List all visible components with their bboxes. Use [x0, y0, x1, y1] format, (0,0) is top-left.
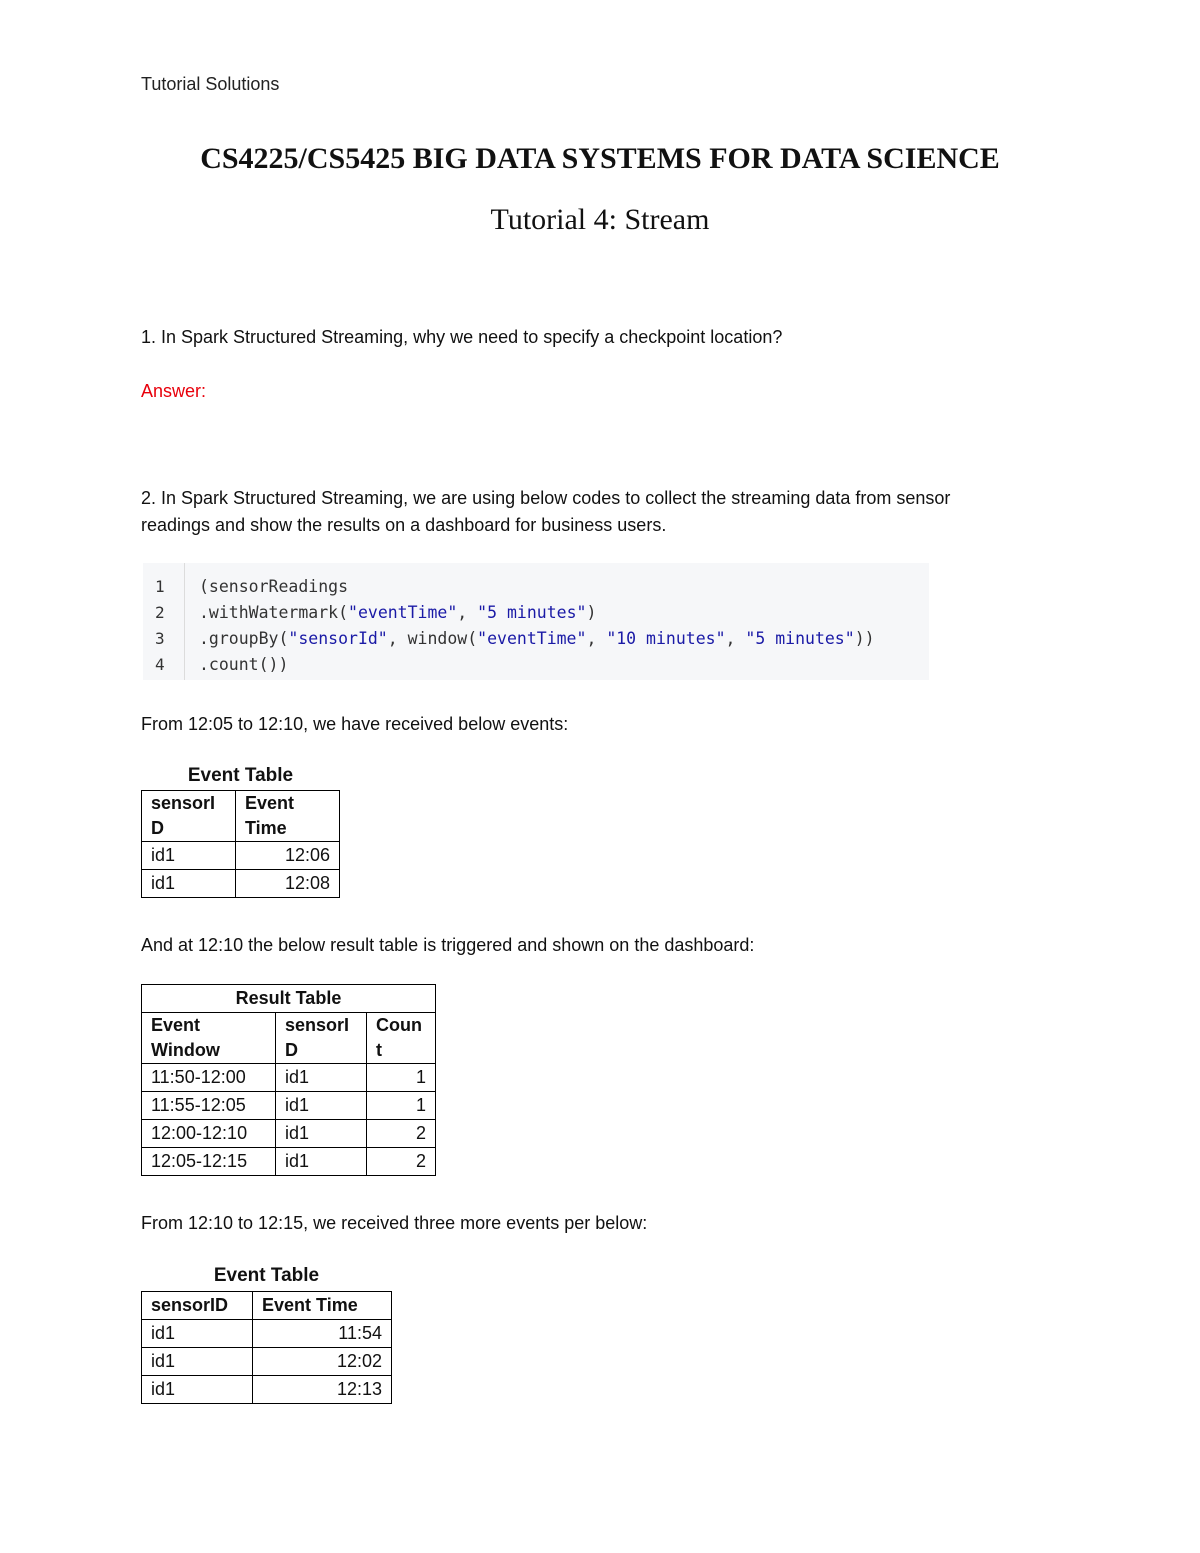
table-cell: 1 — [367, 1064, 436, 1092]
header-text: D — [151, 818, 164, 838]
code-line-2 — [199, 603, 596, 622]
event-table-2 — [141, 1291, 392, 1404]
result-intro: And at 12:10 the below result table is triggered and shown on the dashboard: — [141, 935, 755, 955]
code-text: (sensorReadings — [199, 577, 349, 596]
table-row — [142, 870, 340, 898]
table-row — [142, 1064, 436, 1092]
table-cell: id1 — [142, 842, 236, 870]
table-cell: id1 — [276, 1120, 367, 1148]
header-text: sensorI — [285, 1015, 350, 1035]
code-text: .groupBy( — [199, 629, 289, 648]
code-string: "5 minutes" — [477, 603, 587, 622]
column-header — [367, 1013, 436, 1064]
table-row — [142, 1148, 436, 1176]
line-number: 2 — [155, 603, 165, 622]
page-header: Tutorial Solutions — [141, 74, 280, 94]
table-row — [142, 1092, 436, 1120]
table-cell: id1 — [276, 1092, 367, 1120]
table-header-row — [142, 1013, 436, 1064]
header-text: Window — [151, 1040, 220, 1060]
table-cell: id1 — [142, 1348, 253, 1376]
events-intro-1: From 12:05 to 12:10, we have received below events: — [141, 714, 569, 734]
event-table-1 — [141, 790, 340, 898]
header-text: D — [285, 1040, 298, 1060]
code-string: "5 minutes" — [745, 629, 855, 648]
result-table-caption: Result Table — [142, 985, 436, 1013]
table-cell: 11:50-12:00 — [142, 1064, 276, 1092]
table-caption-row — [142, 985, 436, 1013]
column-header — [236, 791, 340, 842]
header-text: Event — [151, 1015, 201, 1035]
code-line-4 — [199, 655, 288, 674]
table-cell: 12:06 — [236, 842, 340, 870]
table-cell: id1 — [142, 870, 236, 898]
code-text: , — [725, 629, 746, 648]
table-row — [142, 842, 340, 870]
table-header-row — [142, 791, 340, 842]
line-number: 1 — [155, 577, 165, 596]
question-1: 1. In Spark Structured Streaming, why we need to specify a checkpoint location? — [141, 327, 783, 347]
table-cell: 2 — [367, 1120, 436, 1148]
events-intro-2: From 12:10 to 12:15, we received three more events per below: — [141, 1213, 648, 1233]
document-subtitle: Tutorial 4: Stream — [490, 203, 710, 236]
column-header: Event Time — [253, 1292, 392, 1320]
code-text: .count()) — [199, 655, 289, 674]
code-text: , — [457, 603, 478, 622]
column-header — [142, 1013, 276, 1064]
table-cell: id1 — [142, 1320, 253, 1348]
table-cell: 12:13 — [253, 1376, 392, 1404]
document-title: CS4225/CS5425 BIG DATA SYSTEMS FOR DATA SCIENCE — [200, 142, 1000, 175]
event-table-2-caption: Event Table — [213, 1265, 320, 1286]
table-cell: 12:08 — [236, 870, 340, 898]
line-number: 4 — [155, 655, 165, 674]
header-text: Event — [245, 793, 295, 813]
table-cell: 12:00-12:10 — [142, 1120, 276, 1148]
code-text: , — [586, 629, 607, 648]
code-text: )) — [854, 629, 875, 648]
code-string: "eventTime" — [477, 629, 587, 648]
table-row — [142, 1348, 392, 1376]
table-row — [142, 1320, 392, 1348]
table-cell: 1 — [367, 1092, 436, 1120]
table-cell: 11:54 — [253, 1320, 392, 1348]
column-header — [276, 1013, 367, 1064]
code-string: "eventTime" — [348, 603, 458, 622]
code-block — [143, 563, 929, 680]
header-text: Coun — [376, 1015, 422, 1035]
table-row — [142, 1376, 392, 1404]
code-string: "10 minutes" — [606, 629, 726, 648]
column-header — [142, 791, 236, 842]
table-header-row — [142, 1292, 392, 1320]
table-cell: 2 — [367, 1148, 436, 1176]
answer-label: Answer: — [141, 381, 207, 401]
table-row — [142, 1120, 436, 1148]
header-text: Time — [245, 818, 287, 838]
question-2-line-1: 2. In Spark Structured Streaming, we are using below codes to collect the streaming data from sensor — [141, 488, 951, 508]
code-gutter — [143, 563, 185, 680]
table-cell: id1 — [276, 1064, 367, 1092]
result-table — [141, 984, 436, 1176]
code-text: ) — [586, 603, 597, 622]
event-table-1-caption: Event Table — [187, 765, 294, 786]
table-cell: id1 — [142, 1376, 253, 1404]
table-cell: 12:05-12:15 — [142, 1148, 276, 1176]
code-string: "sensorId" — [288, 629, 388, 648]
table-cell: 11:55-12:05 — [142, 1092, 276, 1120]
code-line-1 — [199, 577, 348, 596]
header-text: sensorI — [151, 793, 216, 813]
code-line-3 — [199, 629, 875, 648]
column-header: sensorID — [142, 1292, 253, 1320]
table-cell: id1 — [276, 1148, 367, 1176]
question-2-line-2: readings and show the results on a dashboard for business users. — [141, 515, 667, 535]
header-text: t — [376, 1040, 382, 1060]
table-cell: 12:02 — [253, 1348, 392, 1376]
line-number: 3 — [155, 629, 165, 648]
code-text: , window( — [387, 629, 478, 648]
code-text: .withWatermark( — [199, 603, 349, 622]
